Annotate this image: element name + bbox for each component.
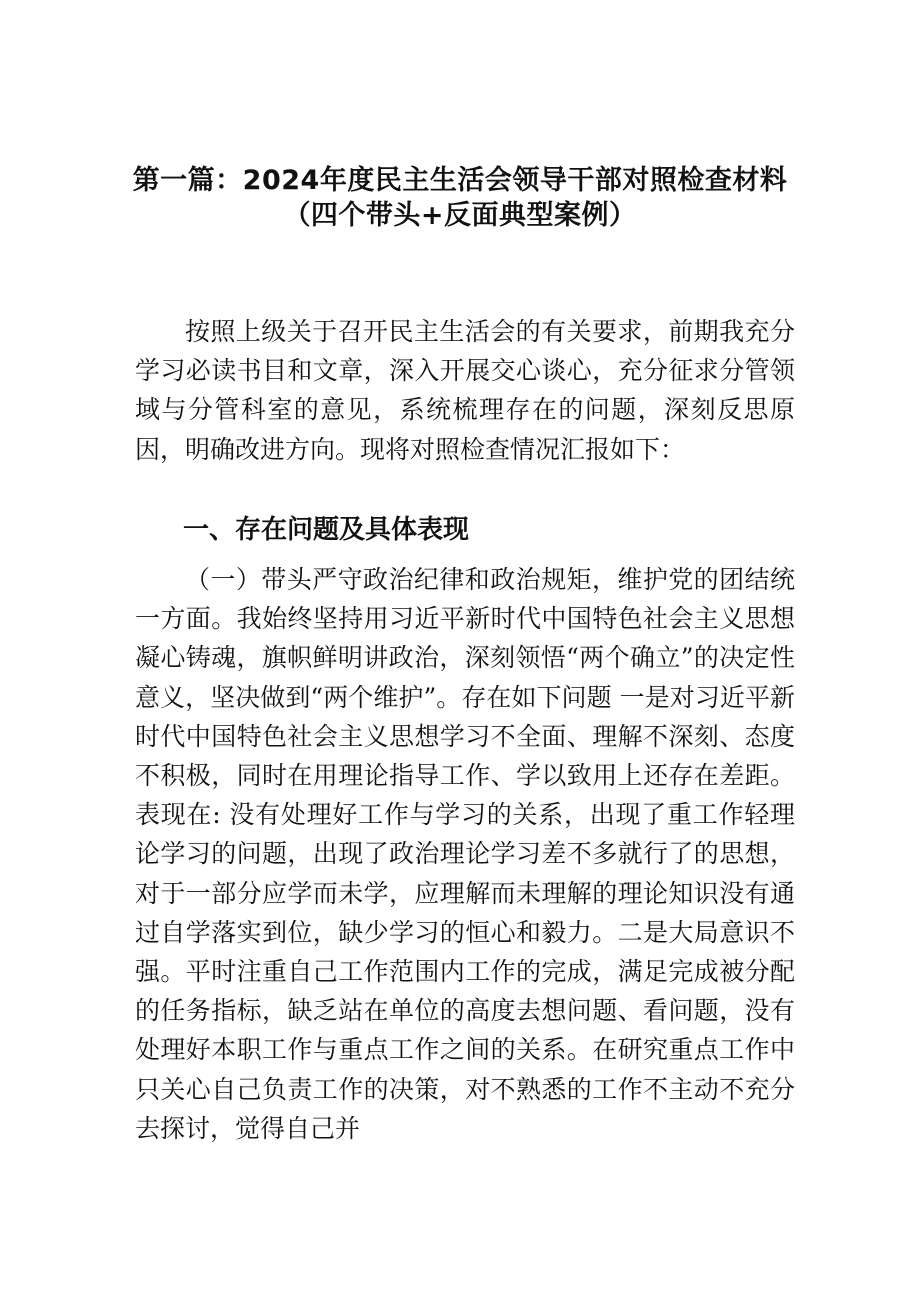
document-title-line2: （四个带头+反面典型案例） bbox=[283, 200, 637, 231]
intro-paragraph: 按照上级关于召开民主生活会的有关要求，前期我充分学习必读书目和文章，深入开展交心谈心，充分征求分管领域与分管科室的意见，系统梳理存在的问题，深刻反思原因，明确改进方向。现将对照检查情况汇报如下： bbox=[135, 317, 795, 464]
document-title-line1: 第一篇：2024年度民主生活会领导干部对照检查材料 bbox=[132, 165, 788, 196]
section1-paragraph-1: （一）带头严守政治纪律和政治规矩，维护党的团结统一方面。我始终坚持用习近平新时代中国特色社会主义思想凝心铸魂，旗帜鲜明讲政治，深刻领悟“两个确立”的决定性意义，坚决做到“两个维护”。存在如下问题 一是对习近平新时代中国特色社会主义思想学习不全面、理解不深刻、态度不积极，同时在用理论指导工作、学以致用上还存在差距。表现在: 没有处理好工作与学习的关系，出现了重工作轻理论学习的问题，出现了政治理论学习差不多就行了的思想，对于一部分应学而未学，应理解而未理解的理论知识没有通过自学落实到位，缺少学习的恒心和毅力。二是大局意识不强。平时注重自己工作范围内工作的完成，满足完成被分配的任务指标，缺乏站在单位的高度去想问题、看问题，没有处理好本职工作与重点工作之间的关系。在研究重点工作中只关心自己负责工作的决策，对不熟悉的工作不主动不充分去探讨，觉得自己并 bbox=[135, 565, 795, 1143]
section-heading-1: 一、存在问题及具体表现 bbox=[183, 515, 470, 545]
